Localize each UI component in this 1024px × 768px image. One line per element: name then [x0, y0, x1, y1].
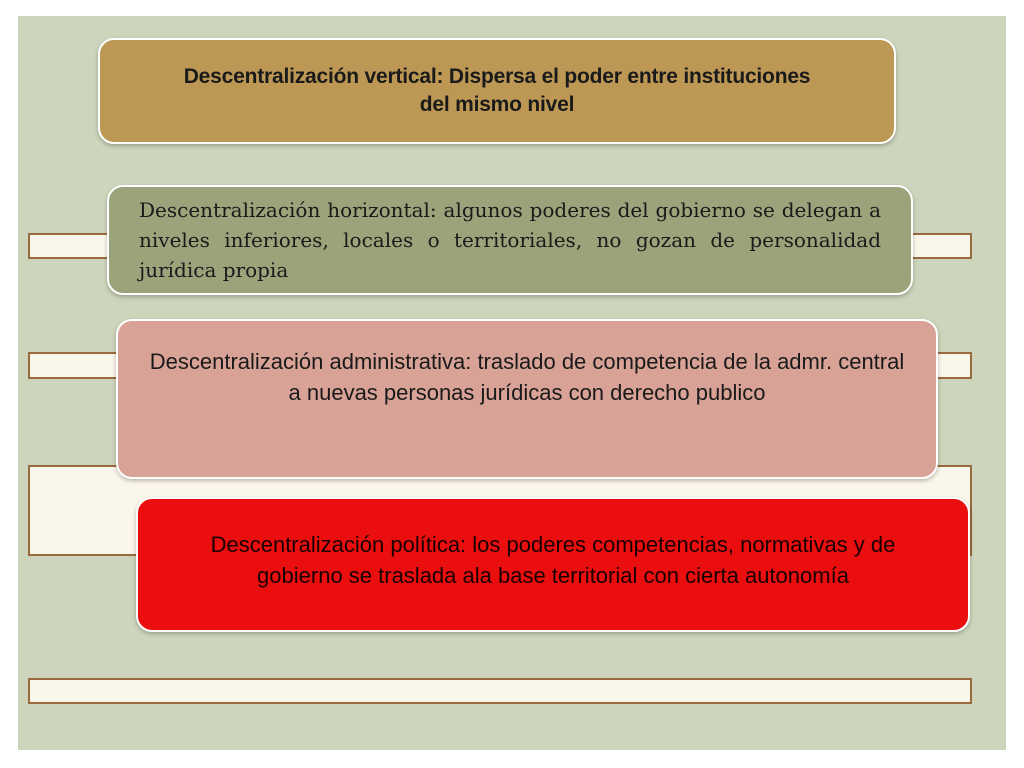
card-text-administrativa: Descentralización administrativa: traslado de competencia de la admr. central a nuevas personas jurídicas con derecho publico: [149, 349, 905, 405]
card-descentralizacion-administrativa: [116, 319, 938, 479]
card-descentralizacion-vertical: [98, 38, 896, 144]
card-text-horizontal: Descentralización horizontal: algunos poderes del gobierno se delegan a niveles inferiores, locales o territoriales, no gozan de personalidad jurídica propia: [139, 198, 881, 282]
decor-bar-4: [28, 678, 972, 704]
card-text-vertical: Descentralización vertical: Dispersa el poder entre instituciones del mismo nivel: [183, 65, 811, 116]
card-text-politica: Descentralización política: los poderes competencias, normativas y de gobierno se traslada ala base territorial con cierta autonomía: [210, 531, 896, 588]
card-descentralizacion-horizontal: [107, 185, 913, 295]
card-descentralizacion-politica: [136, 497, 970, 632]
